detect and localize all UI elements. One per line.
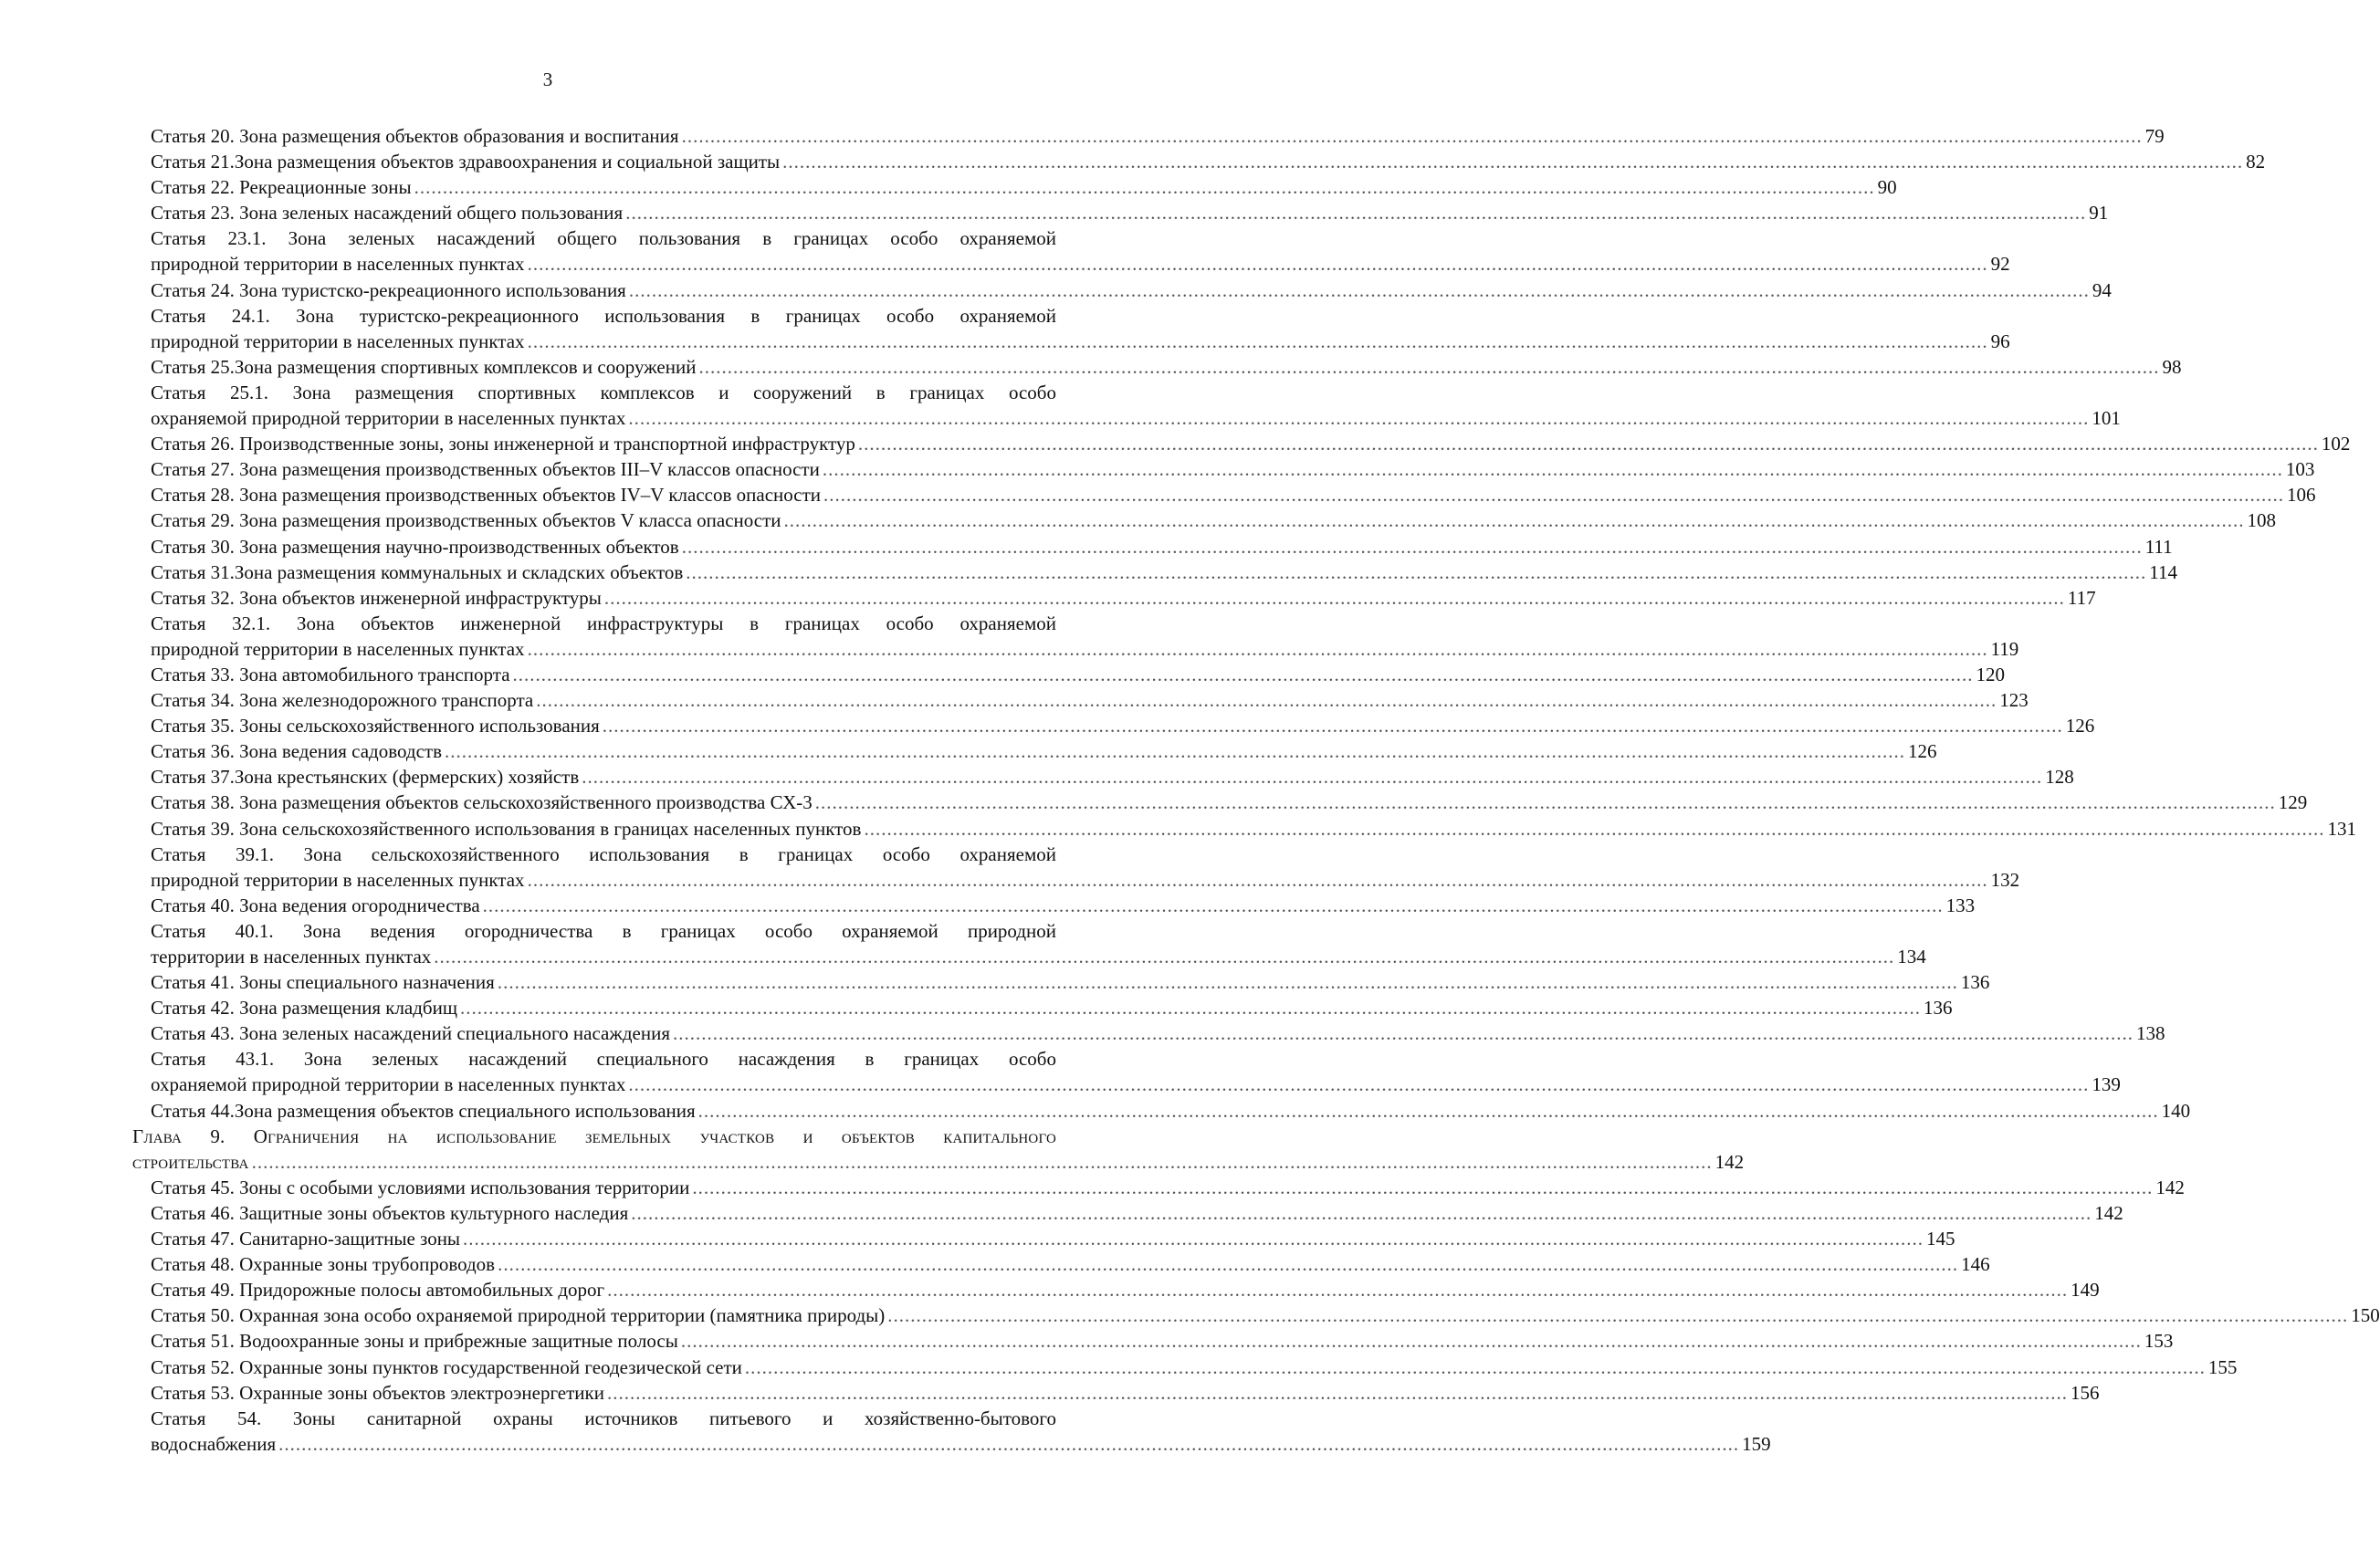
toc-page-number: 129 bbox=[2278, 791, 2308, 814]
toc-entry-title-line: Статья 25.1. Зона размещения спортивных комплексов и сооружений в границах особо bbox=[151, 381, 1056, 403]
toc-article-entry[interactable] bbox=[132, 354, 2182, 380]
toc-article-entry[interactable] bbox=[132, 149, 2266, 174]
toc-entry-title: Статья 33. Зона автомобильного транспорта bbox=[151, 663, 510, 685]
toc-page-number: 136 bbox=[1960, 971, 1990, 994]
dot-leader bbox=[692, 1175, 2153, 1200]
toc-entry-title: Статья 23. Зона зеленых насаждений общего пользования bbox=[151, 202, 624, 225]
toc-article-entry[interactable] bbox=[132, 738, 1937, 764]
dot-leader bbox=[528, 867, 1988, 893]
toc-entry-title: Статья 38. Зона размещения объектов сельскохозяйственного производства СХ-3 bbox=[151, 791, 813, 814]
dot-leader bbox=[628, 1072, 2089, 1097]
toc-page-number: 155 bbox=[2207, 1355, 2238, 1378]
toc-entry-title: природной территории в населенных пунктах bbox=[151, 868, 525, 891]
toc-entry-title: Статья 40. Зона ведения огородничества bbox=[151, 894, 480, 916]
toc-article-entry[interactable] bbox=[132, 534, 2173, 560]
dot-leader bbox=[698, 1098, 2159, 1124]
toc-entry-title: охраняемой природной территории в населенных пунктах bbox=[151, 407, 626, 430]
dot-leader bbox=[445, 738, 1905, 764]
dot-leader bbox=[631, 1200, 2092, 1226]
dot-leader bbox=[414, 174, 1875, 200]
toc-page-number: 79 bbox=[2144, 125, 2165, 147]
toc-page-number: 108 bbox=[2247, 509, 2277, 532]
dot-leader bbox=[682, 534, 2143, 560]
toc-page-number: 142 bbox=[2094, 1201, 2123, 1224]
toc-entry-title: Статья 41. Зоны специального назначения bbox=[151, 971, 495, 994]
toc-entry-title: природной территории в населенных пунктах bbox=[151, 253, 525, 276]
toc-entry-title-line: Статья 54. Зоны санитарной охраны источников питьевого и хозяйственно-бытового bbox=[151, 1407, 1056, 1429]
toc-article-entry[interactable] bbox=[132, 995, 1953, 1020]
dot-leader bbox=[784, 507, 2245, 533]
toc-entry-title: Статья 34. Зона железнодорожного транспорта bbox=[151, 689, 534, 712]
toc-article-entry[interactable] bbox=[132, 687, 2029, 713]
toc-page-number: 159 bbox=[1742, 1432, 1771, 1455]
toc-entry-title: Статья 46. Защитные зоны объектов культурного наследия bbox=[151, 1201, 629, 1224]
toc-entry-title: Статья 53. Охранные зоны объектов электроэнергетики bbox=[151, 1381, 604, 1404]
toc-entry-title: Статья 28. Зона размещения производственных объектов IV–V классов опасности bbox=[151, 484, 822, 507]
toc-entry-title: Статья 50. Охранная зона особо охраняемой природной территории (памятника природы) bbox=[151, 1304, 886, 1327]
dot-leader bbox=[673, 1020, 2134, 1046]
dot-leader bbox=[498, 969, 1958, 995]
dot-leader bbox=[823, 482, 2284, 507]
dot-leader bbox=[864, 816, 2324, 842]
dot-leader bbox=[528, 636, 1988, 662]
toc-page-number: 138 bbox=[2136, 1022, 2165, 1045]
dot-leader bbox=[278, 1431, 1739, 1457]
toc-entry-title: Статья 45. Зоны с особыми условиями использования территории bbox=[151, 1176, 690, 1198]
toc-article-entry[interactable] bbox=[132, 842, 2020, 893]
toc-entry-title: Статья 43. Зона зеленых насаждений специального насаждения bbox=[151, 1022, 670, 1045]
toc-page-number: 145 bbox=[1926, 1228, 1955, 1250]
toc-page-number: 128 bbox=[2045, 766, 2074, 789]
dot-leader bbox=[625, 200, 2086, 225]
dot-leader bbox=[536, 687, 1997, 713]
toc-article-entry[interactable] bbox=[132, 1354, 2238, 1380]
toc-entry-title: Статья 36. Зона ведения садоводств bbox=[151, 740, 443, 763]
toc-article-entry[interactable] bbox=[132, 431, 2351, 456]
toc-entry-title: Статья 31.Зона размещения коммунальных и складских объектов bbox=[151, 560, 684, 583]
toc-entry-title-line: Статья 39.1. Зона сельскохозяйственного использования в границах особо охраняемой bbox=[151, 842, 1056, 865]
toc-page-number: 91 bbox=[2089, 202, 2109, 225]
toc-entry-title: природной территории в населенных пунктах bbox=[151, 637, 525, 660]
toc-entry-title: природной территории в населенных пунктах bbox=[151, 329, 525, 352]
toc-page-number: 156 bbox=[2071, 1381, 2100, 1404]
toc-chapter-entry[interactable] bbox=[132, 1124, 1745, 1175]
toc-article-entry[interactable] bbox=[132, 893, 1976, 918]
toc-article-entry[interactable] bbox=[132, 611, 2019, 662]
toc-article-entry[interactable] bbox=[132, 918, 1926, 969]
toc-article-entry[interactable] bbox=[132, 1302, 2380, 1328]
toc-page-number: 92 bbox=[1990, 253, 2010, 276]
toc-page-number: 132 bbox=[1990, 868, 2020, 891]
toc-page-number: 142 bbox=[1714, 1150, 1745, 1173]
toc-entry-title: охраняемой природной территории в населенных пунктах bbox=[151, 1073, 626, 1096]
dot-leader bbox=[460, 995, 1921, 1020]
toc-entry-title: Статья 20. Зона размещения объектов образования и воспитания bbox=[151, 125, 679, 147]
dot-leader bbox=[887, 1302, 2348, 1328]
toc-page-number: 82 bbox=[2246, 151, 2266, 173]
toc-article-entry[interactable] bbox=[132, 123, 2165, 149]
dot-leader bbox=[528, 329, 1988, 354]
dot-leader bbox=[745, 1354, 2206, 1380]
toc-article-entry[interactable] bbox=[132, 303, 2010, 354]
dot-leader bbox=[823, 456, 2283, 482]
toc-page-number: 94 bbox=[2092, 278, 2112, 301]
toc-entry-title: Статья 42. Зона размещения кладбищ bbox=[151, 997, 458, 1020]
toc-page-number: 150 bbox=[2351, 1304, 2380, 1327]
toc-article-entry[interactable] bbox=[132, 1380, 2100, 1406]
toc-entry-title: территории в населенных пунктах bbox=[151, 946, 432, 968]
dot-leader bbox=[604, 585, 2065, 611]
toc-article-entry[interactable] bbox=[132, 816, 2356, 842]
toc-entry-title: Статья 48. Охранные зоны трубопроводов bbox=[151, 1253, 496, 1276]
toc-page-number: 106 bbox=[2287, 484, 2316, 507]
toc-article-entry[interactable] bbox=[132, 380, 2121, 431]
toc-page-number: 96 bbox=[1990, 329, 2010, 352]
toc-page-number: 102 bbox=[2321, 433, 2351, 455]
toc-page-number: 120 bbox=[1976, 663, 2006, 685]
toc-page-number: 98 bbox=[2162, 355, 2182, 378]
toc-article-entry[interactable] bbox=[132, 1046, 2121, 1097]
dot-leader bbox=[607, 1277, 2068, 1302]
toc-page-number: 126 bbox=[1908, 740, 1937, 763]
toc-page-number: 133 bbox=[1945, 894, 1976, 916]
toc-article-entry[interactable] bbox=[132, 585, 2096, 611]
dot-leader bbox=[858, 431, 2319, 456]
dot-leader bbox=[629, 277, 2090, 303]
toc-entry-title: Статья 39. Зона сельскохозяйственного использования в границах населенных пунктов bbox=[151, 817, 862, 840]
toc-page-number: 111 bbox=[2144, 535, 2173, 558]
toc-article-entry[interactable] bbox=[132, 456, 2315, 482]
toc-entry-title: Статья 47. Санитарно-защитные зоны bbox=[151, 1228, 461, 1250]
dot-leader bbox=[681, 1328, 2142, 1354]
toc-entry-title: Статья 49. Придорожные полосы автомобильных дорог bbox=[151, 1279, 605, 1302]
dot-leader bbox=[252, 1149, 1713, 1175]
toc-page-number: 119 bbox=[1990, 637, 2019, 660]
toc-article-entry[interactable] bbox=[132, 1251, 1990, 1277]
toc-article-entry[interactable] bbox=[132, 200, 2109, 225]
toc-entry-title: Статья 30. Зона размещения научно-производственных объектов bbox=[151, 535, 679, 558]
toc-article-entry[interactable] bbox=[132, 764, 2074, 790]
dot-leader bbox=[686, 560, 2146, 585]
toc-article-entry[interactable] bbox=[132, 1200, 2123, 1226]
toc-page-number: 134 bbox=[1897, 946, 1926, 968]
toc-article-entry[interactable] bbox=[132, 560, 2178, 585]
dot-leader bbox=[815, 790, 2276, 815]
toc-entry-title-line: Глава 9. Ограничения на использование земельных участков и объектов капитального bbox=[132, 1124, 1056, 1147]
toc-article-entry[interactable] bbox=[132, 1020, 2165, 1046]
toc-article-entry[interactable] bbox=[132, 174, 1897, 200]
toc-entry-title-line: Статья 23.1. Зона зеленых насаждений общего пользования в границах особо охраняемой bbox=[151, 227, 1056, 250]
dot-leader bbox=[698, 354, 2159, 380]
toc-page-number: 114 bbox=[2149, 560, 2178, 583]
toc-entry-title: Статья 37.Зона крестьянских (фермерских) хозяйств bbox=[151, 766, 580, 789]
toc-article-entry[interactable] bbox=[132, 1406, 1771, 1457]
toc-page-number: 149 bbox=[2071, 1279, 2100, 1302]
toc-article-entry[interactable] bbox=[132, 662, 2006, 687]
dot-leader bbox=[498, 1251, 1958, 1277]
toc-article-entry[interactable] bbox=[132, 277, 2112, 303]
toc-article-entry[interactable] bbox=[132, 1175, 2185, 1200]
toc-article-entry[interactable] bbox=[132, 1226, 1955, 1251]
toc-page-number: 117 bbox=[2067, 586, 2096, 609]
dot-leader bbox=[628, 405, 2089, 431]
toc-entry-title: Статья 22. Рекреационные зоны bbox=[151, 176, 412, 199]
toc-entry-title: Статья 21.Зона размещения объектов здравоохранения и социальной защиты bbox=[151, 151, 781, 173]
dot-leader bbox=[483, 893, 1944, 918]
toc-page-number: 131 bbox=[2327, 817, 2356, 840]
toc-entry-title: Статья 26. Производственные зоны, зоны инженерной и транспортной инфраструктур bbox=[151, 433, 855, 455]
table-of-contents bbox=[132, 123, 2380, 1457]
toc-entry-title: Статья 24. Зона туристско-рекреационного использования bbox=[151, 278, 626, 301]
dot-leader bbox=[582, 764, 2042, 790]
toc-page-number: 126 bbox=[2065, 715, 2095, 737]
dot-leader bbox=[782, 149, 2243, 174]
page-number: 3 bbox=[542, 68, 553, 90]
toc-article-entry[interactable] bbox=[132, 1328, 2174, 1354]
toc-page-number: 136 bbox=[1924, 997, 1953, 1020]
toc-entry-title: Статья 52. Охранные зоны пунктов государственной геодезической сети bbox=[151, 1355, 742, 1378]
toc-article-entry[interactable] bbox=[132, 1098, 2191, 1124]
toc-page-number: 140 bbox=[2161, 1099, 2191, 1122]
toc-entry-title-line: Статья 24.1. Зона туристско-рекреационного использования в границах особо охраняемой bbox=[151, 304, 1056, 327]
toc-entry-title: Статья 35. Зоны сельскохозяйственного использования bbox=[151, 715, 600, 737]
toc-article-entry[interactable] bbox=[132, 1277, 2100, 1302]
toc-page-number: 123 bbox=[1999, 689, 2029, 712]
toc-page-number: 142 bbox=[2155, 1176, 2185, 1198]
dot-leader bbox=[528, 251, 1988, 277]
toc-article-entry[interactable] bbox=[132, 969, 1990, 995]
toc-article-entry[interactable] bbox=[132, 507, 2277, 533]
dot-leader bbox=[607, 1380, 2068, 1406]
dot-leader bbox=[682, 123, 2143, 149]
toc-entry-title-line: Статья 32.1. Зона объектов инженерной инфраструктуры в границах особо охраняемой bbox=[151, 612, 1056, 634]
toc-entry-title: Статья 32. Зона объектов инженерной инфраструктуры bbox=[151, 586, 602, 609]
toc-page-number: 146 bbox=[1961, 1253, 1990, 1276]
toc-entry-title: Статья 27. Зона размещения производственных объектов III–V классов опасности bbox=[151, 458, 820, 481]
toc-entry-title-line: Статья 43.1. Зона зеленых насаждений специального насаждения в границах особо bbox=[151, 1048, 1056, 1071]
toc-entry-title: Статья 51. Водоохранные зоны и прибрежные защитные полосы bbox=[151, 1330, 678, 1353]
toc-entry-title: Статья 29. Зона размещения производственных объектов V класса опасности bbox=[151, 509, 781, 532]
toc-page-number: 103 bbox=[2285, 458, 2315, 481]
toc-entry-title: строительства bbox=[132, 1150, 249, 1173]
toc-page-number: 139 bbox=[2092, 1073, 2121, 1096]
dot-leader bbox=[603, 713, 2063, 738]
toc-entry-title: Статья 44.Зона размещения объектов специального использования bbox=[151, 1099, 696, 1122]
toc-page-number: 153 bbox=[2144, 1330, 2174, 1353]
dot-leader bbox=[463, 1226, 1924, 1251]
toc-article-entry[interactable] bbox=[132, 713, 2095, 738]
toc-entry-title-line: Статья 40.1. Зона ведения огородничества в границах особо охраняемой природной bbox=[151, 919, 1056, 942]
toc-article-entry[interactable] bbox=[132, 225, 2010, 277]
toc-entry-title: водоснабжения bbox=[151, 1432, 277, 1455]
toc-entry-title: Статья 25.Зона размещения спортивных комплексов и сооружений bbox=[151, 355, 697, 378]
toc-article-entry[interactable] bbox=[132, 790, 2308, 815]
dot-leader bbox=[434, 944, 1894, 969]
toc-page-number: 90 bbox=[1877, 176, 1897, 199]
toc-page-number: 101 bbox=[2092, 407, 2121, 430]
dot-leader bbox=[513, 662, 1974, 687]
toc-article-entry[interactable] bbox=[132, 482, 2316, 507]
